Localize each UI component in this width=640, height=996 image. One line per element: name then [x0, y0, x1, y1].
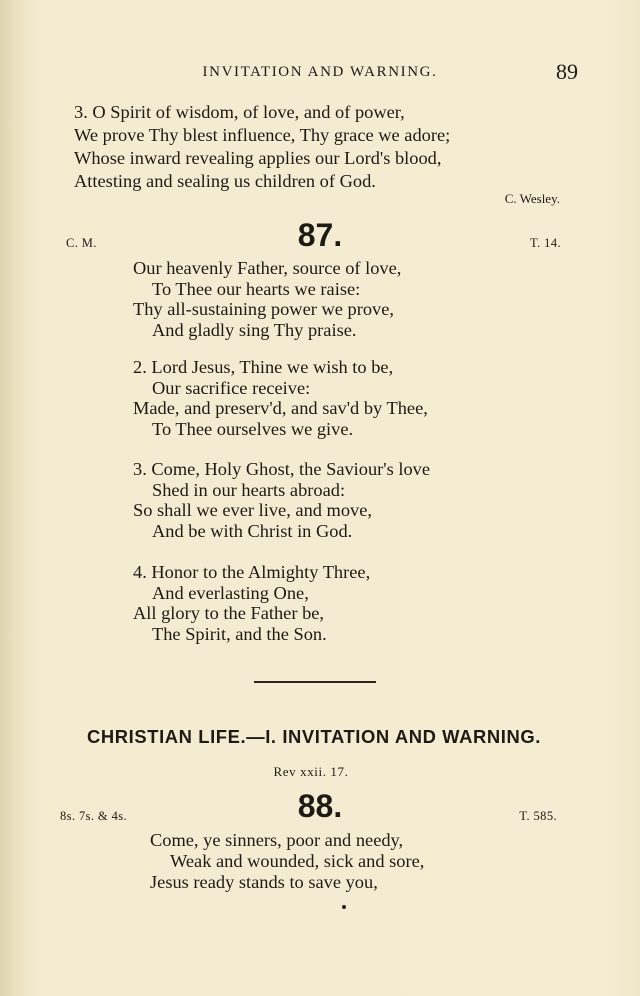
- prev-hymn-line: Whose inward revealing applies our Lord's blood,: [74, 148, 442, 168]
- section-divider: [254, 681, 376, 683]
- tune-label: T. 585.: [519, 809, 557, 823]
- meter-label: 8s. 7s. & 4s.: [60, 809, 128, 823]
- stanza-line: 4. Honor to the Almighty Three,: [133, 562, 371, 582]
- stanza-line: Jesus ready stands to save you,: [150, 872, 378, 892]
- stanza-line: Come, ye sinners, poor and needy,: [150, 830, 404, 850]
- hymn-number: 87.: [297, 217, 343, 253]
- stanza-line: 3. Come, Holy Ghost, the Saviour's love: [133, 459, 431, 479]
- stanza-line: All glory to the Father be,: [133, 603, 325, 623]
- hymn-number: 88.: [297, 788, 343, 824]
- stanza-line: Our sacrifice receive:: [152, 378, 311, 398]
- signature-mark: [342, 905, 346, 909]
- stanza-line: Made, and preserv'd, and sav'd by Thee,: [133, 398, 428, 418]
- meter-label: C. M.: [66, 236, 97, 250]
- stanza-line: The Spirit, and the Son.: [152, 624, 327, 644]
- stanza-line: Thy all-sustaining power we prove,: [133, 299, 394, 319]
- author-attribution: C. Wesley.: [504, 191, 560, 206]
- stanza-line: And be with Christ in God.: [152, 521, 353, 541]
- prev-hymn-line: 3. O Spirit of wisdom, of love, and of power,: [74, 102, 405, 122]
- prev-hymn-line: We prove Thy blest influence, Thy grace we adore;: [74, 125, 451, 145]
- stanza-line: 2. Lord Jesus, Thine we wish to be,: [133, 357, 394, 377]
- stanza-line: Weak and wounded, sick and sore,: [170, 851, 425, 871]
- tune-label: T. 14.: [530, 236, 561, 250]
- stanza-line: Our heavenly Father, source of love,: [133, 258, 402, 278]
- stanza-line: To Thee ourselves we give.: [152, 419, 354, 439]
- running-header: INVITATION AND WARNING.: [202, 64, 438, 80]
- stanza-line: To Thee our hearts we raise:: [152, 279, 361, 299]
- stanza-line: And gladly sing Thy praise.: [152, 320, 357, 340]
- stanza-line: Shed in our hearts abroad:: [152, 480, 346, 500]
- scripture-reference: Rev xxii. 17.: [273, 764, 349, 779]
- stanza-line: And everlasting One,: [152, 583, 309, 603]
- prev-hymn-line: Attesting and sealing us children of God.: [74, 171, 376, 191]
- section-heading: CHRISTIAN LIFE.—I. INVITATION AND WARNING.: [87, 726, 541, 747]
- page-number: 89: [556, 59, 578, 84]
- stanza-line: So shall we ever live, and move,: [133, 500, 373, 520]
